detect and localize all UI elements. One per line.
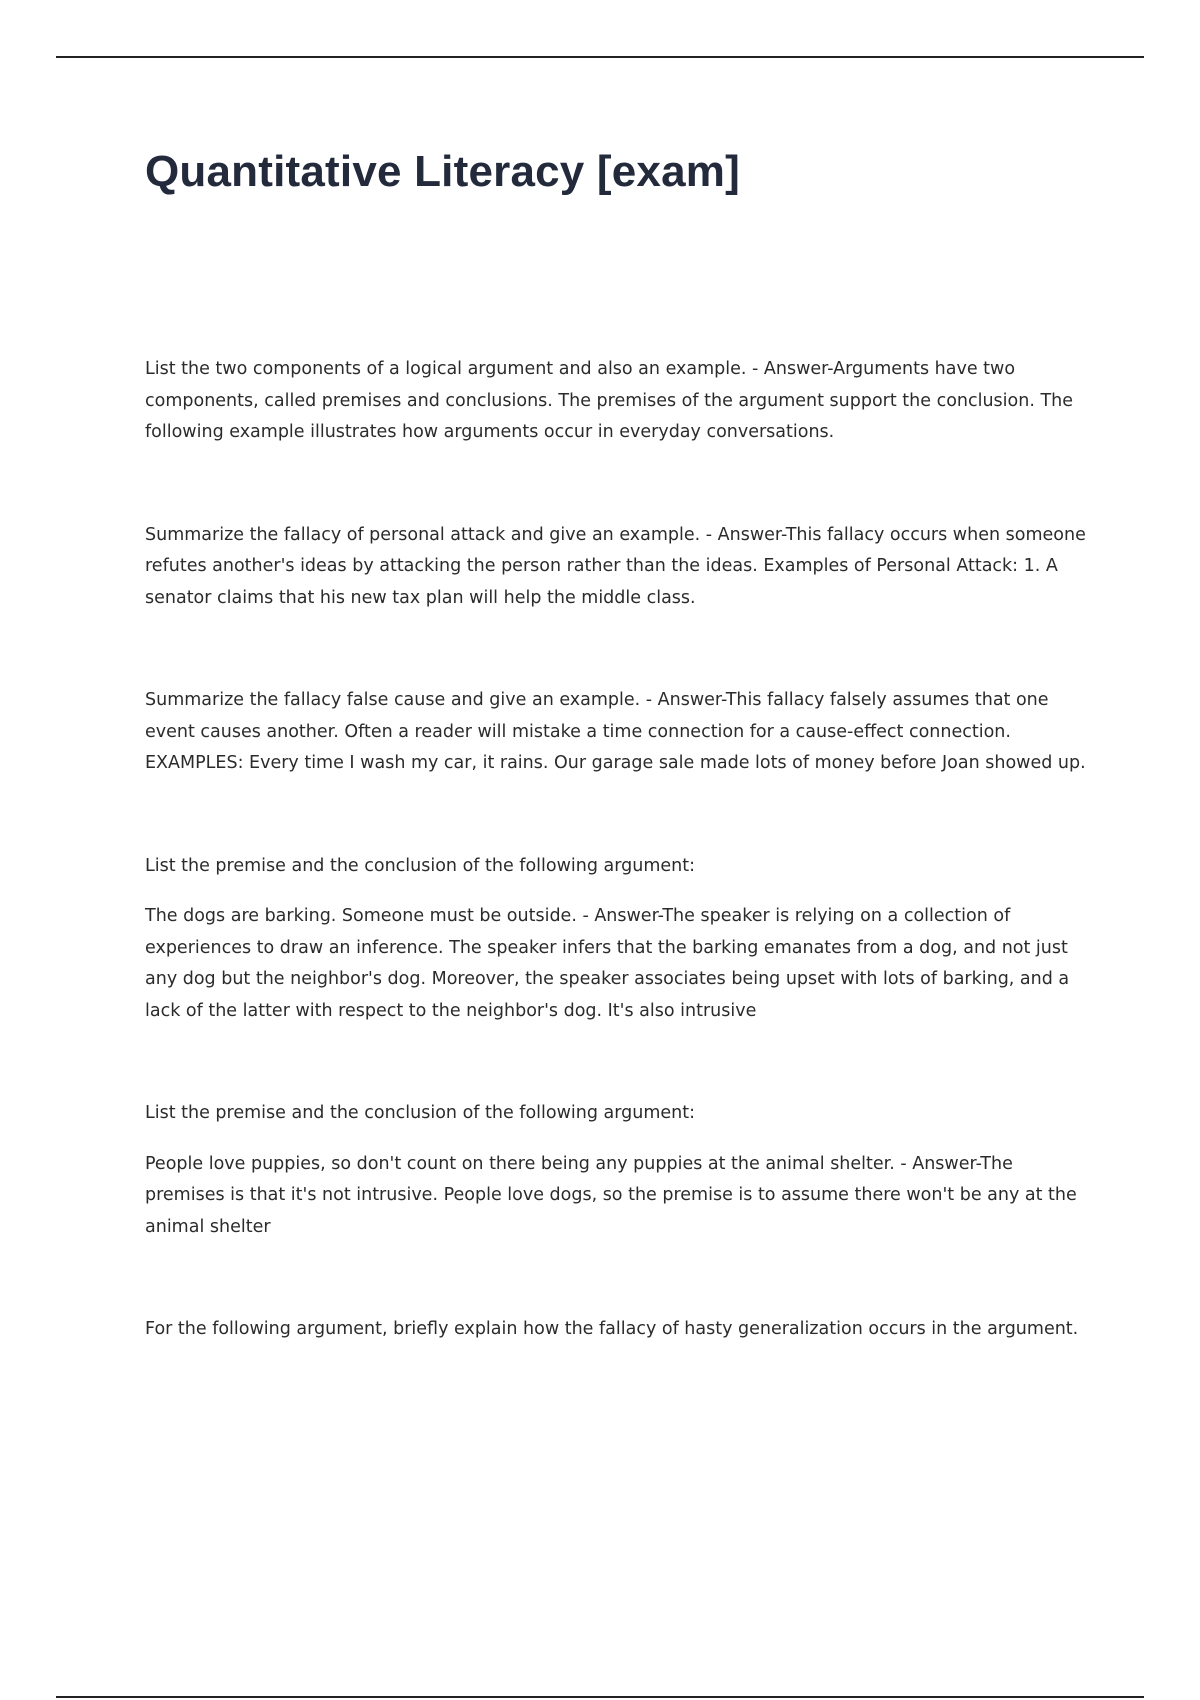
qa-text: People love puppies, so don't count on there being any puppies at the animal shelter. - Answer-The premises is that it's not intrusive. People love dogs, so the premise is to assume there won't be any at the animal shelter	[145, 1153, 1077, 1237]
qa-question: List the premise and the conclusion of the following argument:	[145, 1103, 696, 1123]
qa-text: Summarize the fallacy false cause and give an example. - Answer-This fallacy falsely assumes that one event causes another. Often a reader will mistake a time connection for a cause-effect connection. EXAMPLES: Every time I wash my car, it rains. Our garage sale made lots of money before Joan showed up.	[145, 690, 1086, 773]
bottom-divider	[56, 1696, 1144, 1698]
qa-item	[145, 685, 1095, 780]
qa-item	[145, 520, 1095, 615]
qa-question: For the following argument, briefly explain how the fallacy of hasty generalization occurs in the argument.	[145, 1319, 1079, 1339]
qa-item	[145, 354, 1095, 449]
top-divider	[56, 56, 1144, 58]
qa-text: Summarize the fallacy of personal attack and give an example. - Answer-This fallacy occurs when someone refutes another's ideas by attacking the person rather than the ideas. Examples of Personal Attack: 1. A senator claims that his new tax plan will help the middle class.	[145, 524, 1086, 608]
qa-question: List the premise and the conclusion of the following argument:	[145, 855, 696, 876]
qa-item	[145, 1098, 1095, 1243]
page-title: Quantitative Literacy [exam]	[145, 147, 740, 196]
qa-text: List the two components of a logical argument and also an example. - Answer-Arguments have two components, called premises and conclusions. The premises of the argument support the conclusion. The following example illustrates how arguments occur in everyday conversations.	[145, 359, 1074, 442]
qa-item	[145, 851, 1095, 1028]
document-body	[145, 354, 1095, 1346]
qa-item	[145, 1314, 1095, 1346]
qa-text: The dogs are barking. Someone must be outside. - Answer-The speaker is relying on a collection of experiences to draw an inference. The speaker infers that the barking emanates from a dog, and not just any dog but the neighbor's dog. Moreover, the speaker associates being upset with lots of barking, and a lack of the latter with respect to the neighbor's dog. It's also intrusive	[145, 906, 1070, 1021]
